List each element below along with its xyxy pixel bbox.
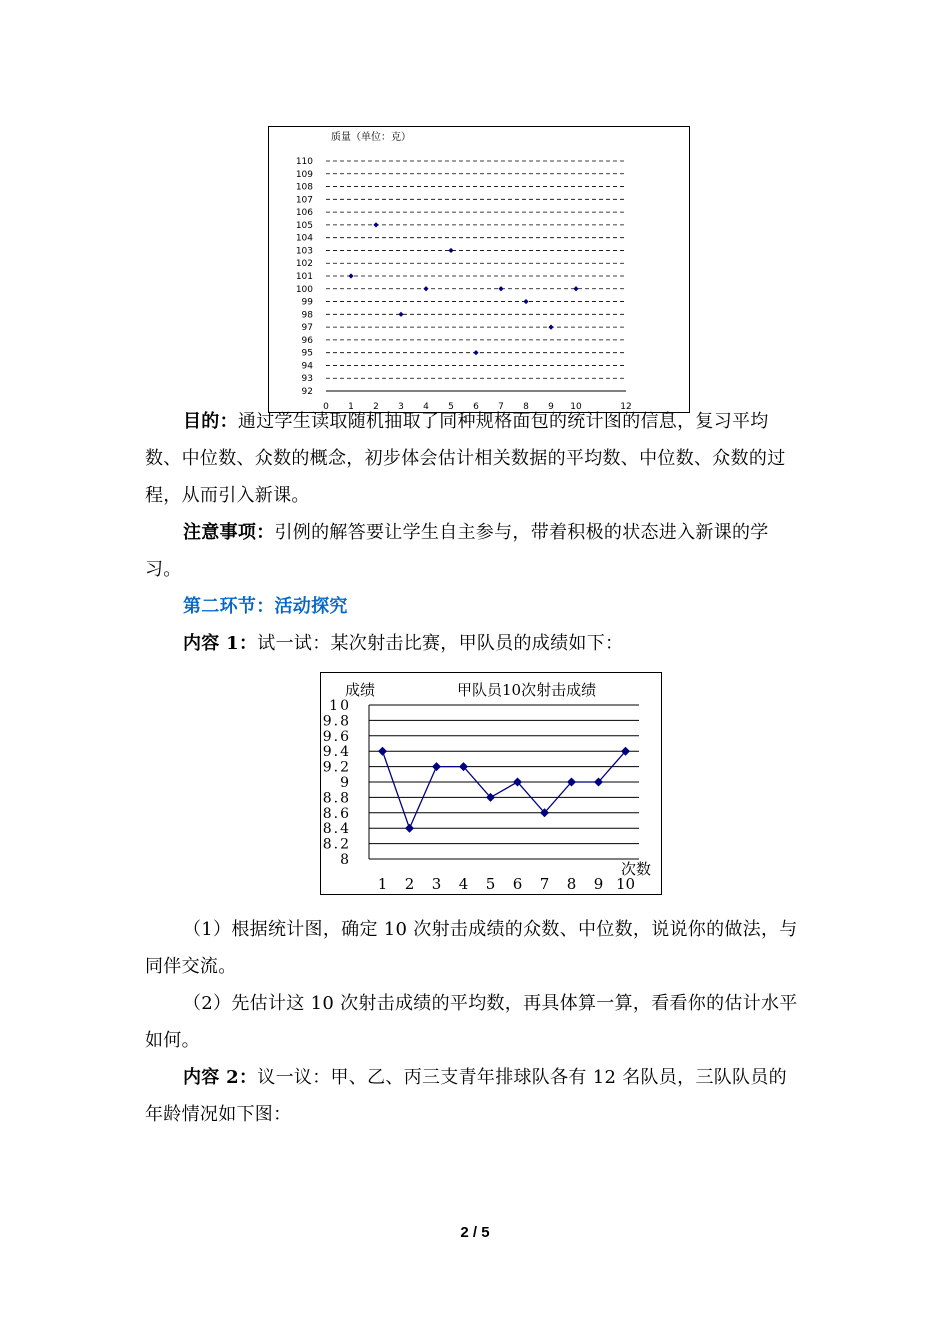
data-point — [378, 747, 387, 756]
x-tick-label: 5 — [448, 402, 454, 412]
data-point — [432, 762, 441, 771]
data-point — [523, 299, 528, 304]
x-tick-label: 10 — [570, 402, 582, 412]
y-tick-label: 95 — [301, 348, 313, 359]
y-tick-label: 106 — [295, 208, 313, 219]
content1-label: 内容 1： — [183, 633, 258, 654]
data-point — [448, 248, 453, 253]
x-tick-label: 1 — [348, 402, 354, 412]
data-point — [405, 824, 414, 833]
data-point — [423, 286, 428, 291]
y-tick-label: 108 — [295, 182, 313, 193]
y-tick-label: 98 — [301, 310, 313, 321]
shooting-line-svg — [321, 673, 661, 894]
y-tick-label: 105 — [295, 220, 313, 231]
y-tick-label: 100 — [295, 284, 313, 295]
y-tick-label: 102 — [295, 259, 313, 270]
y-tick-label: 9 — [340, 775, 351, 791]
x-tick-label: 6 — [512, 875, 523, 893]
y-tick-label: 107 — [295, 195, 313, 206]
section-heading: 第二环节：活动探究 — [183, 596, 348, 617]
data-point — [348, 273, 353, 278]
question2-paragraph: （2）先估计这 10 次射击成绩的平均数，再具体算一算，看看你的估计水平如何。 — [145, 993, 798, 1051]
data-point — [398, 312, 403, 317]
notes-text: 引例的解答要让学生自主参与，带着积极的状态进入新课的学习。 — [145, 522, 769, 580]
x-tick-label: 9 — [593, 875, 604, 893]
y-axis-title: 成绩 — [345, 681, 376, 699]
y-tick-label: 9.8 — [322, 713, 351, 730]
y-tick-label: 92 — [301, 387, 313, 397]
notes-label: 注意事项： — [183, 522, 275, 543]
y-tick-label: 93 — [301, 374, 313, 385]
x-tick-label: 3 — [431, 875, 442, 893]
x-tick-label: 0 — [323, 402, 329, 412]
y-tick-label: 8 — [340, 852, 351, 868]
y-tick-label: 8.2 — [322, 836, 351, 853]
data-point — [473, 350, 478, 355]
series-line — [383, 751, 626, 828]
shooting-line-chart — [320, 672, 662, 895]
y-tick-label: 109 — [295, 169, 313, 180]
x-tick-label: 8 — [566, 875, 577, 893]
x-tick-label: 6 — [473, 402, 479, 412]
x-tick-label: 7 — [539, 875, 550, 893]
notes-paragraph — [145, 514, 805, 588]
data-point — [573, 286, 578, 291]
x-tick-label: 2 — [373, 402, 379, 412]
section-heading-paragraph — [145, 588, 805, 625]
y-tick-label: 110 — [295, 157, 313, 167]
weight-scatter-svg — [269, 127, 689, 412]
chart-title: 甲队员10次射击成绩 — [457, 681, 597, 699]
x-tick-label: 3 — [398, 402, 404, 412]
y-tick-label: 8.6 — [322, 805, 351, 822]
y-tick-label: 9.6 — [322, 728, 351, 745]
content2-text: 议一议：甲、乙、丙三支青年排球队各有 12 名队员，三队队员的年龄情况如下图： — [145, 1067, 787, 1125]
data-point — [548, 325, 553, 330]
y-tick-label: 8.4 — [322, 821, 351, 838]
purpose-text: 通过学生读取随机抽取了同种规格面包的统计图的信息，复习平均数、中位数、众数的概念，初步体会估计相关数据的平均数、中位数、众数的过程，从而引入新课。 — [145, 411, 786, 506]
purpose-paragraph — [145, 403, 805, 514]
y-tick-label: 97 — [301, 323, 313, 334]
x-axis-title: 次数 — [621, 860, 652, 878]
x-tick-label: 8 — [523, 402, 529, 412]
data-point — [373, 222, 378, 227]
content1-text: 试一试：某次射击比赛，甲队员的成绩如下： — [257, 633, 624, 654]
y-tick-label: 9.2 — [322, 759, 351, 776]
y-tick-label: 96 — [301, 335, 313, 346]
y-tick-label: 94 — [301, 361, 313, 372]
content2-paragraph — [145, 1059, 805, 1133]
purpose-label: 目的： — [183, 411, 238, 432]
y-tick-label: 104 — [295, 233, 313, 244]
y-tick-label: 10 — [329, 698, 351, 714]
y-tick-label: 9.4 — [322, 744, 351, 761]
y-tick-label: 99 — [301, 297, 313, 308]
y-tick-label: 8.8 — [322, 790, 351, 807]
data-point — [498, 286, 503, 291]
weight-scatter-chart — [268, 126, 690, 413]
x-tick-label: 12 — [620, 402, 632, 412]
x-tick-label: 4 — [458, 875, 469, 893]
x-tick-label: 7 — [498, 402, 504, 412]
y-tick-label: 101 — [295, 272, 313, 282]
content2-label: 内容 2： — [183, 1067, 258, 1088]
x-tick-label: 10 — [615, 875, 636, 893]
x-tick-label: 1 — [377, 875, 388, 893]
y-tick-label: 103 — [295, 246, 313, 257]
x-tick-label: 9 — [548, 402, 554, 412]
x-tick-label: 5 — [485, 875, 496, 893]
x-tick-label: 2 — [404, 875, 415, 893]
x-tick-label: 4 — [423, 402, 429, 412]
y-axis-title: 质量（单位：克） — [331, 132, 411, 143]
page-number: 2 / 5 — [460, 1224, 490, 1241]
question1-paragraph: （1）根据统计图，确定 10 次射击成绩的众数、中位数，说说你的做法，与同伴交流。 — [145, 919, 798, 977]
content1-paragraph — [145, 625, 805, 662]
